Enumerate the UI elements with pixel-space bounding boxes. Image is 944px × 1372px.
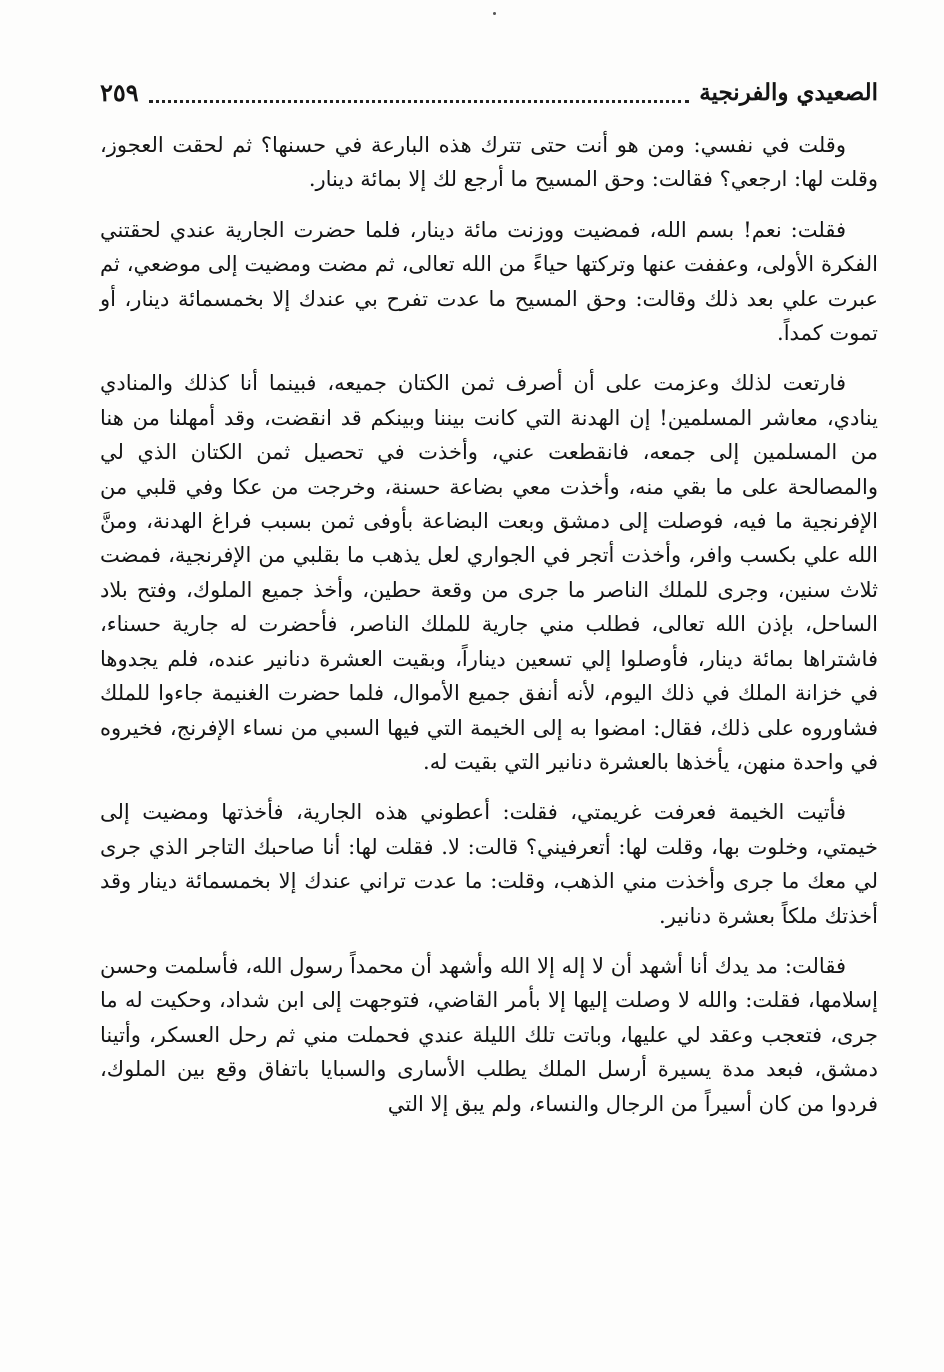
dotted-leader bbox=[149, 88, 690, 103]
paragraph: فقالت: مد يدك أنا أشهد أن لا إله إلا الله وأشهد أن محمداً رسول الله، فأسلمت وحسن إسلامها، فقلت: والله لا وصلت إليها إلا بأمر القاضي، فتوجهت إلى ابن شداد، وحكيت له ما جرى، فتعجب وعقد لي عليها، وباتت تلك الليلة عندي فحملت مني ثم رحل العسكر، وأتينا دمشق، فبعد مدة يسيرة أرسل الملك يطلب الأسارى والسبايا باتفاق وقع بين الملوك، فردوا من كان أسيراً من الرجال والنساء، ولم يبق إلا التي bbox=[100, 953, 878, 1116]
page-speck bbox=[493, 12, 496, 15]
paragraph: فارتعت لذلك وعزمت على أن أصرف ثمن الكتان جميعه، فبينما أنا كذلك والمنادي ينادي، معاشر المسلمين! إن الهدنة التي كانت بيننا وبينكم قد انقضت، وقد أمهلنا من هنا من المسلمين إلى جمعه، فانقطعت عني، وأخذت في تحصيل ثمن الكتان الذي لي والمصالحة على ما بقي منه، وأخذت معي بضاعة حسنة، وخرجت من عكا وفي قلبي من الإفرنجية ما فيه، فوصلت إلى دمشق وبعت البضاعة بأوفى ثمن بسبب فراغ الهدنة، ومنَّ الله علي بكسب وافر، وأخذت أتجر في الجواري لعل يذهب ما بقلبي من الإفرنجية، فمضت ثلاث سنين، وجرى للملك الناصر ما جرى من وقعة حطين، وأخذ جميع الملوك، وفتح بلاد الساحل، بإذن الله تعالى، فطلب مني جارية للملك الناصر، فأحضرت له جارية حسناء، فاشتراها بمائة دينار، فأوصلوا إلي تسعين ديناراً، وبقيت العشرة دنانير عنده، فلم يجدوها في خزانة الملك في ذلك اليوم، لأنه أنفق جميع الأموال، فلما حضرت الغنيمة جاءوا للملك فشاوروه على ذلك، فقال: امضوا به إلى الخيمة التي فيها السبي من نساء الإفرنج، فخيروه في واحدة منهن، يأخذها بالعشرة دنانير التي بقيت له. bbox=[100, 371, 878, 774]
paragraph: فقلت: نعم! بسم الله، فمضيت ووزنت مائة دينار، فلما حضرت الجارية عندي لحقتني الفكرة الأولى، وعففت عنها وتركتها حياءً من الله تعالى، ثم مضت ومضيت إلى موضعي، ثم عبرت علي بعد ذلك وقالت: وحق المسيح ما عدت تفرح بي عندك إلا بخمسمائة دينار، أو تموت كمداً. bbox=[100, 217, 878, 346]
paragraph: فأتيت الخيمة فعرفت غريمتي، فقلت: أعطوني هذه الجارية، فأخذتها ومضيت إلى خيمتي، وخلوت بها، وقلت لها: أتعرفيني؟ قالت: لا. فقلت لها: أنا صاحبك التاجر الذي جرى لي معك ما جرى وأخذت مني الذهب، وقلت: ما عدت تراني عندك إلا بخمسمائة دينار وقد أخذتك ملكاً بعشرة دنانير. bbox=[100, 800, 878, 928]
running-title: الصعيدي والفرنجية bbox=[699, 78, 878, 106]
page-number: ٢٥٩ bbox=[100, 77, 139, 107]
page-header bbox=[100, 70, 878, 114]
body-text bbox=[100, 128, 878, 1121]
paragraph: وقلت في نفسي: ومن هو أنت حتى تترك هذه البارعة في حسنها؟ ثم لحقت العجوز، وقلت لها: ارجعي؟ فقالت: وحق المسيح ما أرجع لك إلا بمائة دينار. bbox=[100, 133, 878, 192]
